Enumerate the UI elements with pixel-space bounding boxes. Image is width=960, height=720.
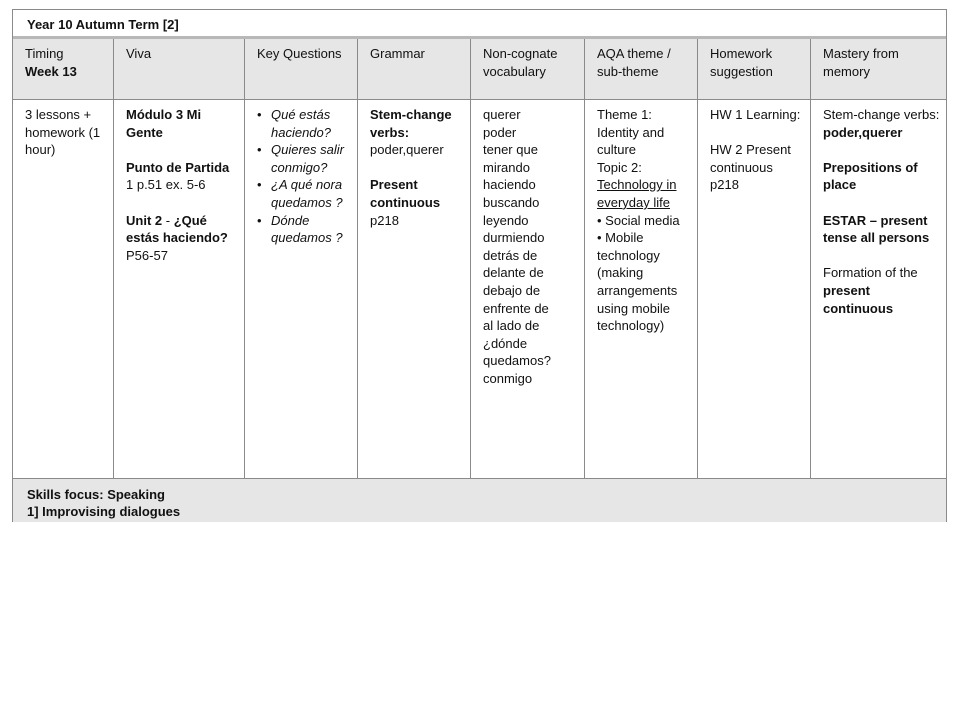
theme-text: Theme 1: Identity and culture [597, 107, 665, 158]
homework-1: HW 1 Learning: [710, 107, 801, 122]
mastery-formation: Formation of the [823, 265, 918, 281]
mastery-cell [811, 100, 948, 478]
list-item: • Dónde quedamos ? [257, 212, 351, 247]
vocab-item: haciendo [483, 177, 536, 193]
vocab-item: ¿dónde quedamos? [483, 335, 551, 369]
topic-name: Technology in everyday life [597, 177, 677, 210]
list-item: • Qué estás haciendo? [257, 106, 351, 141]
header-key-questions: Key Questions [245, 39, 358, 99]
vocab-item: detrás de [483, 247, 538, 263]
key-questions-cell [245, 100, 358, 478]
unit-2: Unit 2 - ¿Qué estás haciendo? [126, 212, 228, 246]
vocab-item: buscando [483, 194, 540, 210]
list-item: • Quieres salir conmigo? [257, 141, 351, 176]
vocab-item: debajo de [483, 282, 541, 298]
vocab-item: conmigo [483, 370, 533, 386]
mastery-stem-verbs: poder,querer [823, 124, 903, 140]
viva-cell [114, 100, 245, 478]
vocab-item: delante de [483, 265, 544, 281]
timing-label: Timing [25, 46, 64, 61]
punto-de-partida: Punto de Partida 1 p.51 ex. 5-6 [126, 159, 230, 193]
vocab-item: querer [483, 107, 521, 122]
aqa-theme-cell [585, 100, 698, 478]
mastery-stem-label: Stem-change verbs: [823, 107, 940, 122]
unit-pages: P56-57 [126, 247, 168, 263]
list-item: • ¿A qué nora quedamos ? [257, 176, 351, 211]
sub-theme-mobile-tech: • Mobile technology (making arrangements using mobile technology) [597, 230, 678, 334]
vocab-item: leyendo [483, 212, 529, 228]
grammar-cell [358, 100, 471, 478]
header-grammar: Grammar [358, 39, 471, 99]
header-mastery: Mastery from memory [823, 46, 899, 79]
lesson-plan-table [12, 9, 947, 522]
vocab-item: durmiendo [483, 230, 545, 246]
topic-text: Topic 2: [597, 159, 642, 175]
header-timing [13, 39, 114, 99]
timing-cell: 3 lessons + homework (1 hour) [13, 100, 114, 478]
stem-change-label: Stem-change verbs: [370, 107, 452, 140]
mastery-estar: ESTAR – present tense all persons [823, 212, 930, 246]
mastery-prepositions: Prepositions of place [823, 159, 918, 193]
skills-footer [13, 479, 946, 522]
present-continuous-label: Present continuous [370, 177, 441, 210]
header-homework: Homework suggestion [698, 39, 811, 99]
vocabulary-cell [471, 100, 585, 478]
header-row [13, 39, 946, 100]
homework-cell [698, 100, 811, 478]
skills-focus: Skills focus: Speaking [27, 487, 165, 502]
homework-2: HW 2 Present continuous p218 [710, 142, 791, 193]
present-continuous-page: p218 [370, 212, 399, 228]
module-title: Módulo 3 Mi Gente [126, 107, 202, 140]
header-non-cognate: Non-cognate vocabulary [471, 39, 585, 99]
vocab-item: enfrente de [483, 300, 549, 316]
mastery-present-continuous: present continuous [823, 282, 894, 316]
skills-improvising: 1] Improvising dialogues [27, 504, 181, 519]
header-aqa-theme: AQA theme / sub-theme [585, 39, 698, 99]
content-row [13, 100, 946, 479]
vocab-item: poder [483, 124, 517, 140]
vocab-item: mirando [483, 159, 530, 175]
vocab-item: tener que [483, 142, 538, 158]
week-label: Week 13 [25, 63, 77, 79]
vocab-item: al lado de [483, 318, 540, 334]
key-questions-list [257, 106, 351, 247]
sub-theme-social-media: • Social media [597, 212, 680, 228]
header-viva: Viva [114, 39, 245, 99]
table-title: Year 10 Autumn Term [2] [13, 10, 946, 39]
stem-change-verbs: poder,querer [370, 142, 444, 158]
